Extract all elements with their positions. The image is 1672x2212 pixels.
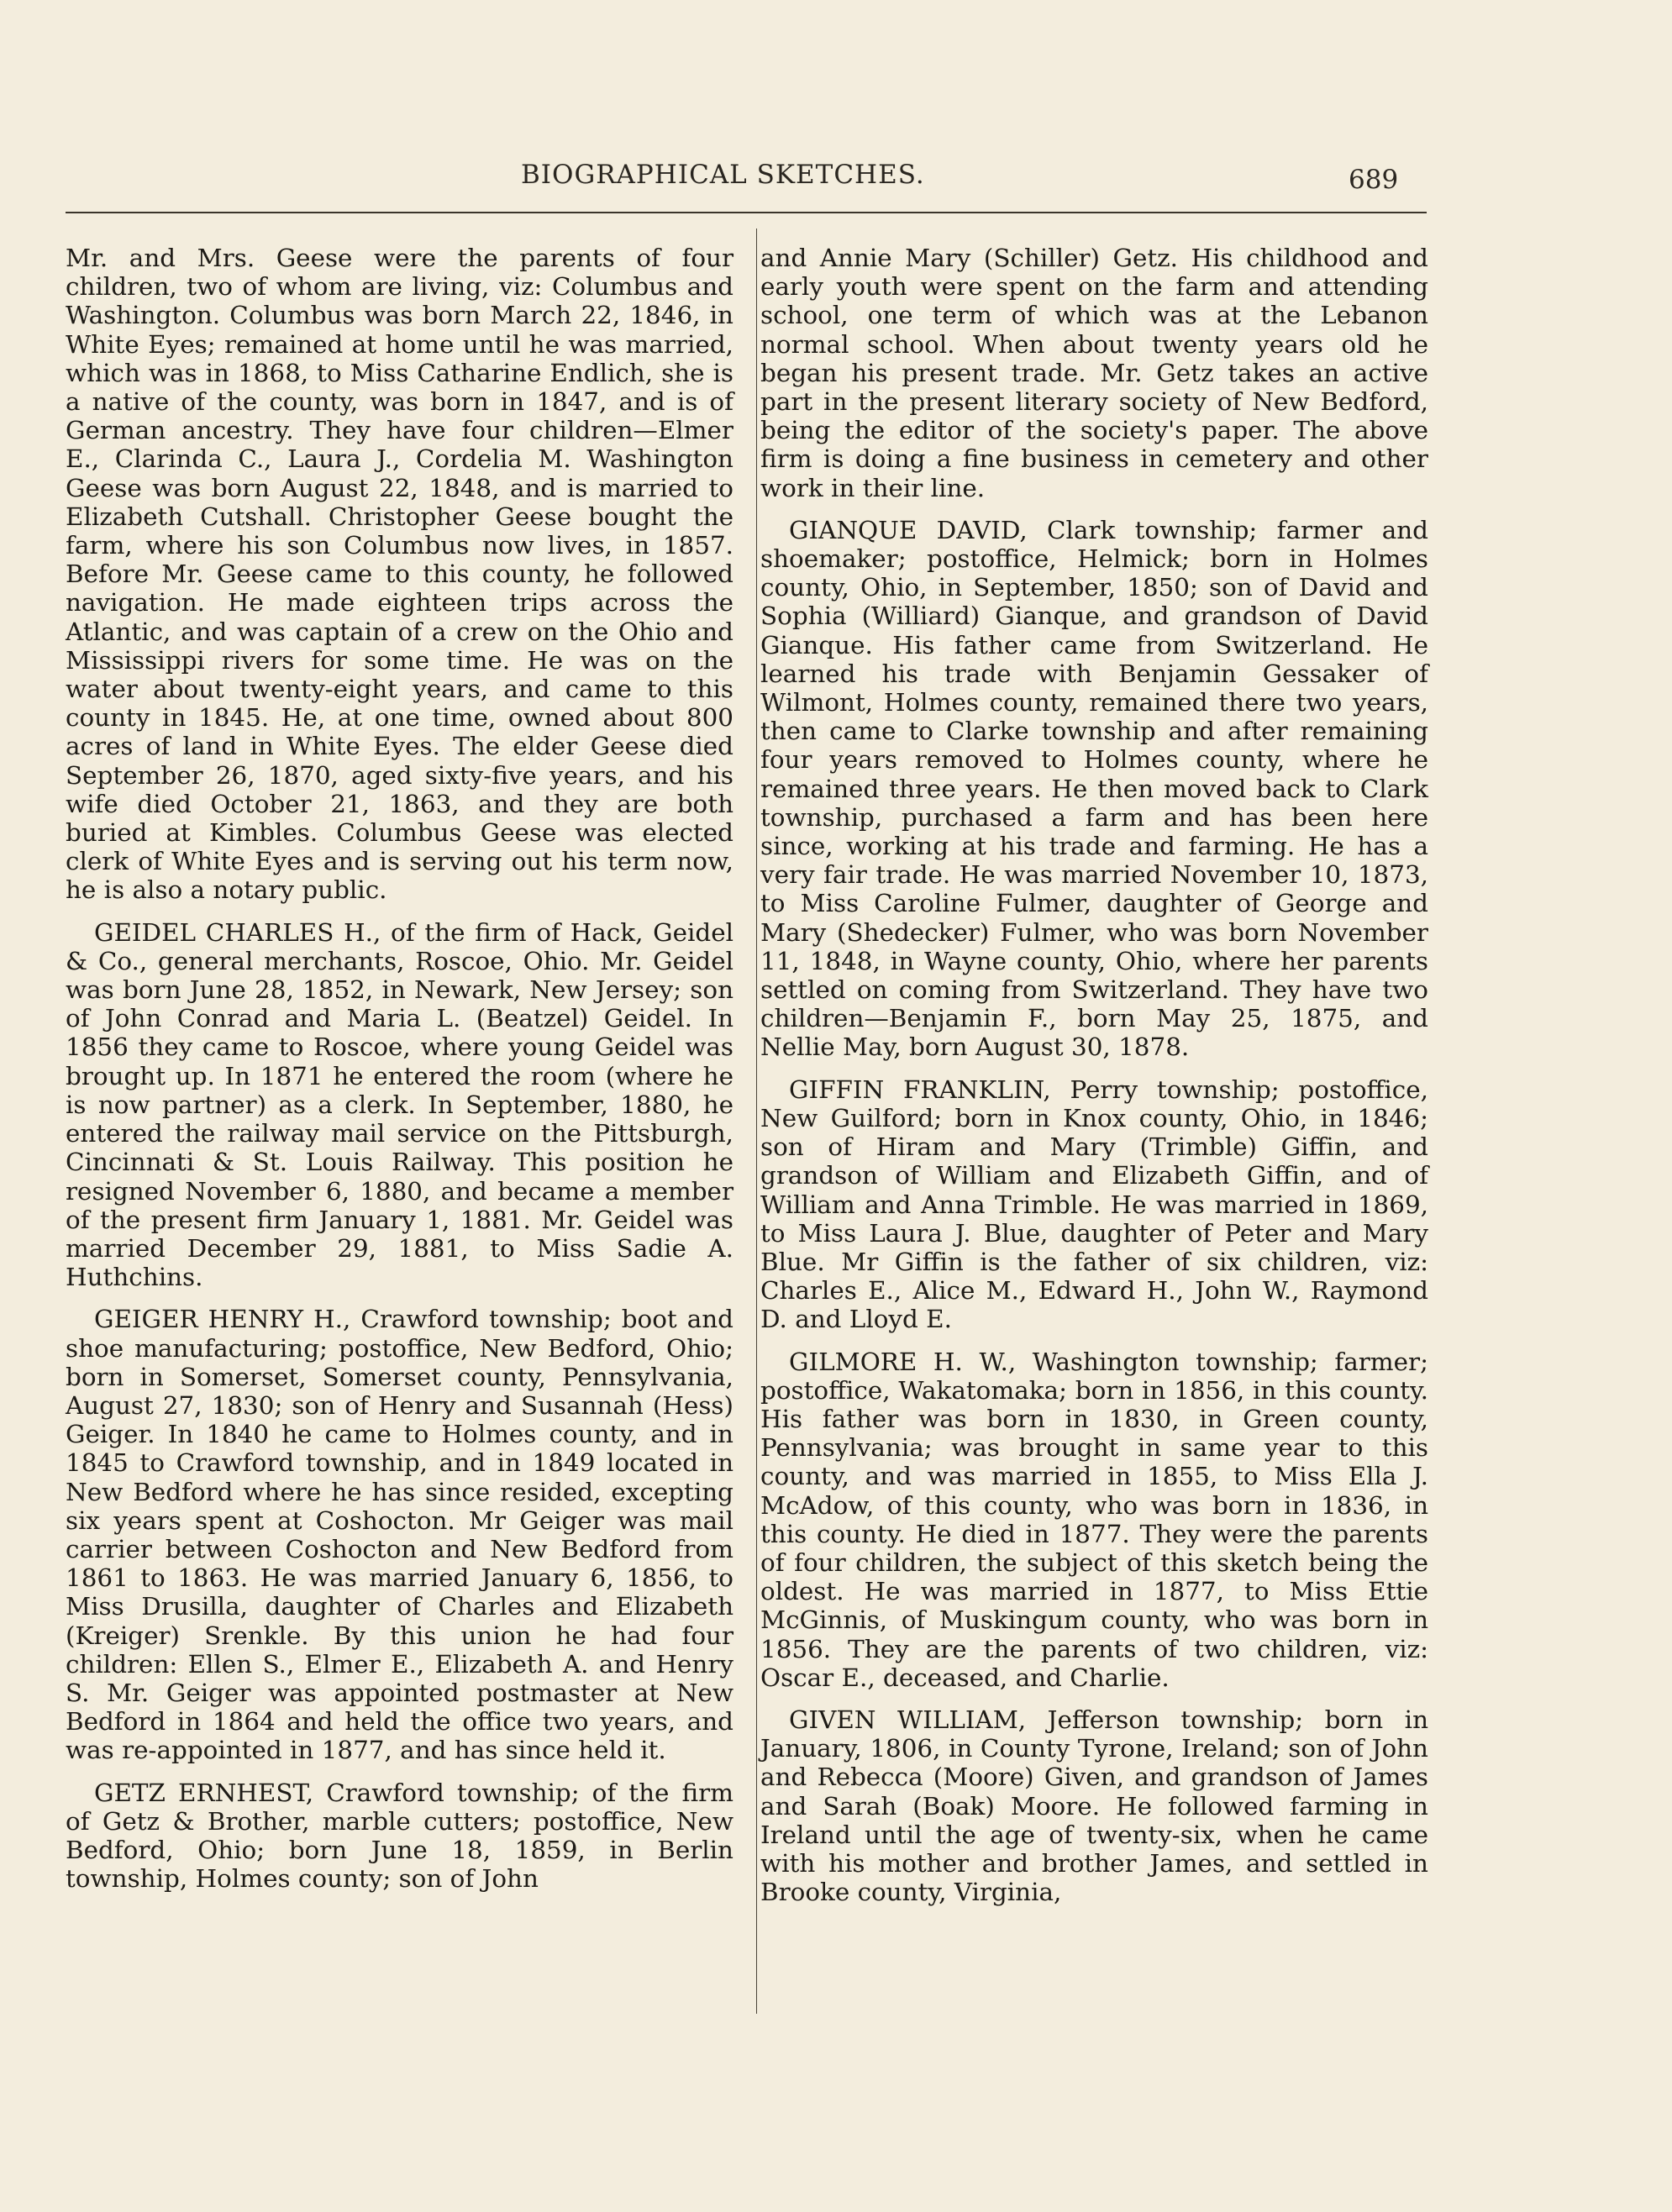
page-number: 689 bbox=[1349, 165, 1399, 195]
column-divider bbox=[756, 229, 757, 2014]
entry-getz-continued: and Annie Mary (Schiller) Getz. His childhood and early youth were spent on the farm and attending school, one term of which was at the Lebanon normal school. When about twenty years old he began his present trade. Mr. Getz takes an active part in the present literary society of New Bedford, being the editor of the society's paper. The above firm is doing a fine business in cemetery and other work in their line. bbox=[760, 244, 1428, 502]
entry-gilmore-hw: GILMORE H. W., Washington township; farmer; postoffice, Wakatomaka; born in 1856, in this county. His father was born in 1830, in Green county, Pennsylvania; was brought in same year to this county, and was married in 1855, to Miss Ella J. McAdow, of this county, who was born in 1836, in this county. He died in 1877. They were the parents of four children, the subject of this sketch being the oldest. He was married in 1877, to Miss Ettie McGinnis, of Muskingum county, who was born in 1856. They are the parents of two children, viz: Oscar E., deceased, and Charlie. bbox=[760, 1347, 1428, 1692]
left-column bbox=[66, 244, 733, 1906]
entry-gianque-david: GIANQUE DAVID, Clark township; farmer and shoemaker; postoffice, Helmick; born in Holmes county, Ohio, in September, 1850; son of David and Sophia (Williard) Gianque, and grandson of David Gianque. His father came from Switzerland. He learned his trade with Benjamin Gessaker of Wilmont, Holmes county, remained there two years, then came to Clarke township and after remaining four years removed to Holmes county, where he remained three years. He then moved back to Clark township, purchased a farm and has been here since, working at his trade and farming. He has a very fair trade. He was married November 10, 1873, to Miss Caroline Fulmer, daughter of George and Mary (Shedecker) Fulmer, who was born November 11, 1848, in Wayne county, Ohio, where her parents settled on coming from Switzerland. They have two children—Benjamin F., born May 25, 1875, and Nellie May, born August 30, 1878. bbox=[760, 515, 1428, 1062]
entry-getz-ernhest: GETZ ERNHEST, Crawford township; of the firm of Getz & Brother, marble cutters; postoffice, New Bedford, Ohio; born June 18, 1859, in Berlin township, Holmes county; son of John bbox=[66, 1778, 733, 1894]
entry-given-william: GIVEN WILLIAM, Jefferson township; born in January, 1806, in County Tyrone, Ireland; son of John and Rebecca (Moore) Given, and grandson of James and Sarah (Boak) Moore. He followed farming in Ireland until the age of twenty-six, when he came with his mother and brother James, and settled in Brooke county, Virginia, bbox=[760, 1705, 1428, 1907]
entry-geiger-henry: GEIGER HENRY H., Crawford township; boot and shoe manufacturing; postoffice, New Bedford, Ohio; born in Somerset, Somerset county, Pennsylvania, August 27, 1830; son of Henry and Susannah (Hess) Geiger. In 1840 he came to Holmes county, and in 1845 to Crawford township, and in 1849 located in New Bedford where he has since resided, excepting six years spent at Coshocton. Mr Geiger was mail carrier between Coshocton and New Bedford from 1861 to 1863. He was married January 6, 1856, to Miss Drusilla, daughter of Charles and Elizabeth (Kreiger) Srenkle. By this union he had four children: Ellen S., Elmer E., Elizabeth A. and Henry S. Mr. Geiger was appointed postmaster at New Bedford in 1864 and held the office two years, and was re-appointed in 1877, and has since held it. bbox=[66, 1305, 733, 1765]
entry-geese-continued: Mr. and Mrs. Geese were the parents of four children, two of whom are living, viz: Columbus and Washington. Columbus was born March 22, 1846, in White Eyes; remained at home until he was married, which was in 1868, to Miss Catharine Endlich, she is a native of the county, was born in 1847, and is of German ancestry. They have four children—Elmer E., Clarinda C., Laura J., Cordelia M. Washington Geese was born August 22, 1848, and is married to Elizabeth Cutshall. Christopher Geese bought the farm, where his son Columbus now lives, in 1857. Before Mr. Geese came to this county, he followed navigation. He made eighteen trips across the Atlantic, and was captain of a crew on the Ohio and Mississippi rivers for some time. He was on the water about twenty-eight years, and came to this county in 1845. He, at one time, owned about 800 acres of land in White Eyes. The elder Geese died September 26, 1870, aged sixty-five years, and his wife died October 21, 1863, and they are both buried at Kimbles. Columbus Geese was elected clerk of White Eyes and is serving out his term now, he is also a notary public. bbox=[66, 244, 733, 905]
running-head: BIOGRAPHICAL SKETCHES. bbox=[521, 160, 925, 190]
entry-giffin-franklin: GIFFIN FRANKLIN, Perry township; postoffice, New Guilford; born in Knox county, Ohio, in 1846; son of Hiram and Mary (Trimble) Giffin, and grandson of William and Elizabeth Giffin, and of William and Anna Trimble. He was married in 1869, to Miss Laura J. Blue, daughter of Peter and Mary Blue. Mr Giffin is the father of six children, viz: Charles E., Alice M., Edward H., John W., Raymond D. and Lloyd E. bbox=[760, 1074, 1428, 1334]
right-column bbox=[760, 244, 1428, 1920]
entry-geidel-charles: GEIDEL CHARLES H., of the firm of Hack, Geidel & Co., general merchants, Roscoe, Ohio. Mr. Geidel was born June 28, 1852, in Newark, New Jersey; son of John Conrad and Maria L. (Beatzel) Geidel. In 1856 they came to Roscoe, where young Geidel was brought up. In 1871 he entered the room (where he is now partner) as a clerk. In September, 1880, he entered the railway mail service on the Pittsburgh, Cincinnati & St. Louis Railway. This position he resigned November 6, 1880, and became a member of the present firm January 1, 1881. Mr. Geidel was married December 29, 1881, to Miss Sadie A. Huthchins. bbox=[66, 917, 733, 1292]
header-rule bbox=[66, 212, 1427, 213]
